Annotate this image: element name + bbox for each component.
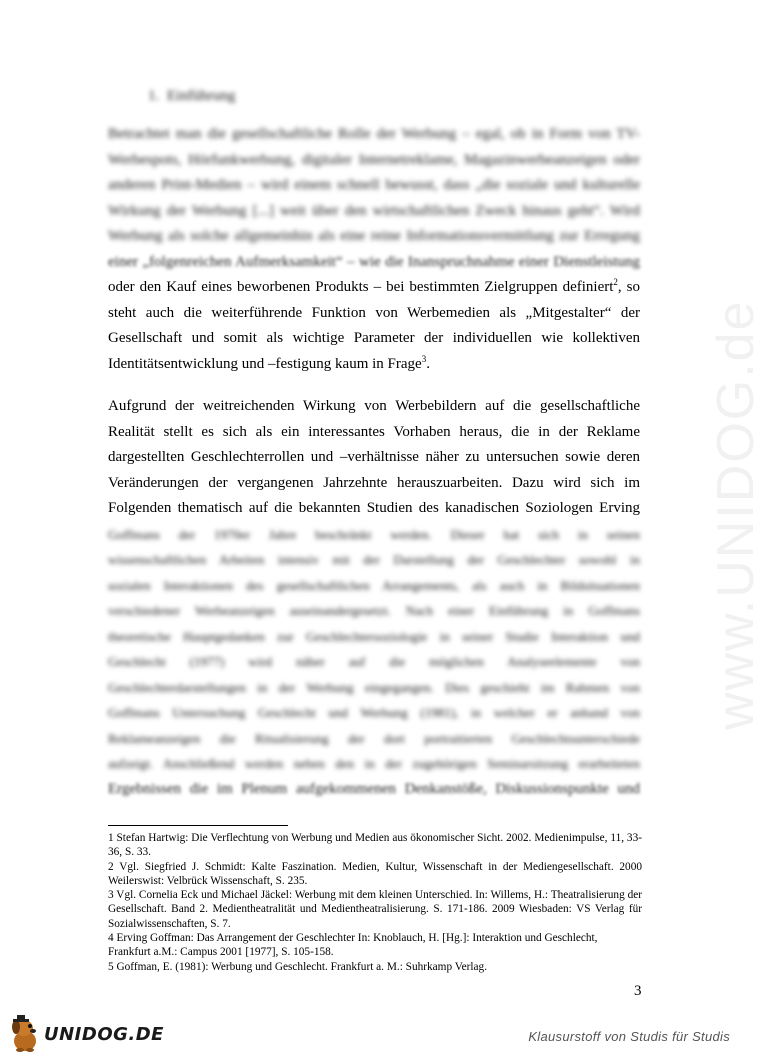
text-line: steht auch die weiterführende Funktion von Werbemedien als „Mitgestalter“ der bbox=[108, 304, 640, 321]
paragraph-2 bbox=[108, 394, 640, 802]
text-line: dargestellten Geschlechterrollen und –verhältnisse näher zu untersuchen sowie deren bbox=[108, 449, 640, 465]
blurred-line: anderen Print-Medien – wird einem schnell bewusst, dass „die soziale und kulturelle bbox=[108, 177, 640, 193]
footnote: 2 Vgl. Siegfried J. Schmidt: Kalte Faszination. Medien, Kultur, Wissenschaft in der Mediengesellschaft. 2000 Weilerswist: Velbrück Wissenschaft, S. 235. bbox=[108, 860, 642, 887]
blurred-line: Goffmans Untersuchung Geschlecht und Werbung (1981), in welcher er anhand von bbox=[108, 705, 640, 720]
blurred-line: Goffmans der 1970er Jahre beschränkt werden. Dieser hat sich in seinen bbox=[108, 526, 640, 542]
page-number: 3 bbox=[634, 983, 642, 999]
logo-text: UNIDOG.DE bbox=[44, 1023, 164, 1045]
text-line: Folgenden thematisch auf die bekannten Studien des kanadischen Soziologen Erving bbox=[108, 500, 640, 516]
blurred-line: Wirkung der Werbung [...] weit über den wirtschaftlichen Zweck hinaus geht“. Wird bbox=[108, 202, 640, 219]
blurred-line: Geschlecht (1977) wird näher auf die möglichen Analyseelemente von bbox=[108, 654, 640, 669]
blurred-line: Geschlechterdarstellungen in der Werbung eingegangen. Dies geschieht im Rahmen von bbox=[108, 679, 640, 695]
footnote-separator bbox=[108, 825, 288, 826]
footnote: 3 Vgl. Cornelia Eck und Michael Jäckel: Werbung mit dem kleinen Unterschied. In: Willems, H.: Theatralisierung der Gesellschaft. Band 2. Medientheatralität und Medientheatralisierung. S. 171-186. 2009 Wiesbaden: VS Verlag für Sozialwissenschaften, S. 7. bbox=[108, 889, 642, 930]
blurred-line: Reklameanzeigen die Ritualisierung der dort portraitierten Geschlechtsunterschiede bbox=[108, 730, 640, 746]
text-line: Veränderungen der vergangenen Jahrzehnte herauszuarbeiten. Dazu wird sich im bbox=[108, 474, 640, 491]
tagline: Klausurstoff von Studis für Studis bbox=[528, 1029, 730, 1044]
text-line: Realität stellt es sich als ein interessantes Vorhaben heraus, die in der Reklame bbox=[108, 423, 640, 440]
blurred-line: theoretische Hauptgedanken zur Geschlechtersoziologie in seiner Studie Interaktion und bbox=[108, 628, 640, 644]
blurred-line: aufzeigt. Anschließend werden neben den in der zugehörigen Seminarsitzung erarbeiteten bbox=[108, 756, 640, 771]
footnote-ref[interactable]: 2 bbox=[613, 277, 618, 287]
watermark: www.UNIDOG.de bbox=[707, 299, 765, 730]
blurred-line: einer „folgenreichen Aufmerksamkeit“ – wie die Inanspruchnahme einer Dienstleistung bbox=[108, 253, 640, 270]
blurred-line: verschiedener Werbeanzeigen auseinandergesetzt. Nach einer Einführung in Goffmans bbox=[108, 603, 640, 618]
text-line: oder den Kauf eines beworbenen Produkts – bei bestimmten Zielgruppen definiert$^2$, so bbox=[108, 277, 640, 295]
text-line: Aufgrund der weitreichenden Wirkung von Werbebildern auf die gesellschaftliche bbox=[108, 398, 640, 414]
footnotes bbox=[108, 831, 642, 974]
footnote: 4 Erving Goffman: Das Arrangement der Geschlechter In: Knoblauch, H. [Hg.]: Interaktion und Geschlecht, Frankfurt a.M.: Campus 2001 [1977], S. 105-158. bbox=[108, 932, 598, 959]
section-heading: 1. Einführung bbox=[148, 88, 236, 104]
blurred-line: Werbespots, Hörfunkwerbung, digitaler Internetreklame, Magazinwerbeanzeigen oder bbox=[108, 151, 640, 168]
blurred-line: Werbung als solche allgemeinhin als eine reine Informationsvermittlung zur Erregung bbox=[108, 228, 640, 244]
paragraph-1 bbox=[108, 122, 640, 377]
footnote: 5 Goffman, E. (1981): Werbung und Geschlecht. Frankfurt a. M.: Suhrkamp Verlag. bbox=[108, 960, 488, 973]
footnote-ref[interactable]: 3 bbox=[421, 353, 427, 364]
dog-mascot-icon bbox=[8, 1015, 42, 1053]
text-line: Identitätsentwicklung und –festigung kaum in Frage$^3$. bbox=[108, 353, 430, 372]
blurred-line: Ergebnissen die im Plenum aufgekommenen Denkanstöße, Diskussionspunkte und bbox=[108, 780, 640, 797]
blurred-line: wissenschaftlichen Arbeiten intensiv mit der Darstellung der Geschlechter sowohl in bbox=[108, 552, 640, 567]
unidog-logo[interactable] bbox=[8, 1014, 164, 1054]
blurred-line: sozialen Interaktionen des gesellschaftlichen Arrangements, als auch in Bildsituationen bbox=[108, 577, 640, 593]
blurred-line: Betrachtet man die gesellschaftliche Rolle der Werbung – egal, ob in Form von TV- bbox=[108, 126, 640, 142]
text-line: Gesellschaft und somit als wichtige Parameter der individuellen wie kollektiven bbox=[108, 330, 640, 346]
footnote: 1 Stefan Hartwig: Die Verflechtung von Werbung und Medien aus ökonomischer Sicht. 2002. Medienimpulse, 11, 33-36, S. 33. bbox=[108, 832, 642, 859]
